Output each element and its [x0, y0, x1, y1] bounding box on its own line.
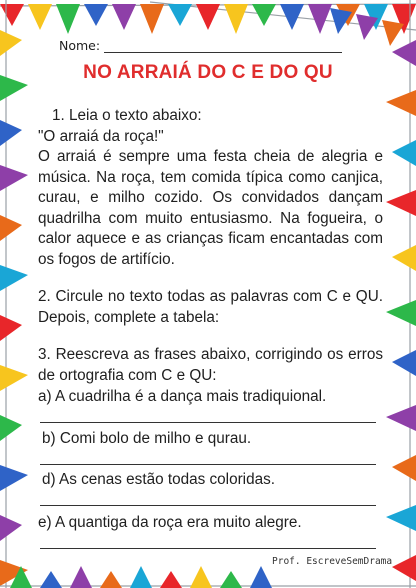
answer-line-a[interactable]: [40, 422, 376, 423]
author-signature: Prof. EscreveSemDrama: [272, 556, 393, 567]
reading-text-title: "O arraiá da roça!": [38, 127, 164, 145]
sentence-a: a) A cuadrilha é a dança mais tradiquional.: [38, 388, 327, 405]
answer-line-e[interactable]: [40, 548, 376, 549]
answer-line-b[interactable]: [40, 464, 376, 465]
worksheet-title: NO ARRAIÁ DO C E DO QU: [83, 62, 333, 83]
sentence-b: b) Comi bolo de milho e qurau.: [42, 430, 252, 447]
name-label: Nome:: [59, 38, 101, 53]
reading-text-body: O arraiá é sempre uma festa cheia de alegria e música. Na roça, tem comida típica como canjica, curau, e milho cozido. Os convidados dançam quadrilha com muito entusiasmo. Na fogueira, o calor aquece e as crianças ficam encantadas com os fogos de artifício.: [38, 148, 383, 268]
question-1-instruction: [38, 106, 383, 127]
question-1-instruction-text: Leia o texto abaixo:: [69, 107, 202, 124]
question-2: 2. Circule no texto todas as palavras com C e QU. Depois, complete a tabela:: [38, 288, 383, 326]
question-1-number: 1.: [52, 107, 65, 124]
name-blank-line[interactable]: [104, 40, 342, 53]
sentence-e: e) A quantiga da roça era muito alegre.: [38, 514, 302, 531]
name-field[interactable]: [59, 38, 342, 53]
sentence-d: d) As cenas estão todas coloridas.: [42, 471, 275, 488]
question-3: 3. Reescreva as frases abaixo, corrigindo os erros de ortografia com C e QU:: [38, 346, 383, 384]
answer-line-d[interactable]: [40, 505, 376, 506]
question-1: [38, 106, 383, 270]
